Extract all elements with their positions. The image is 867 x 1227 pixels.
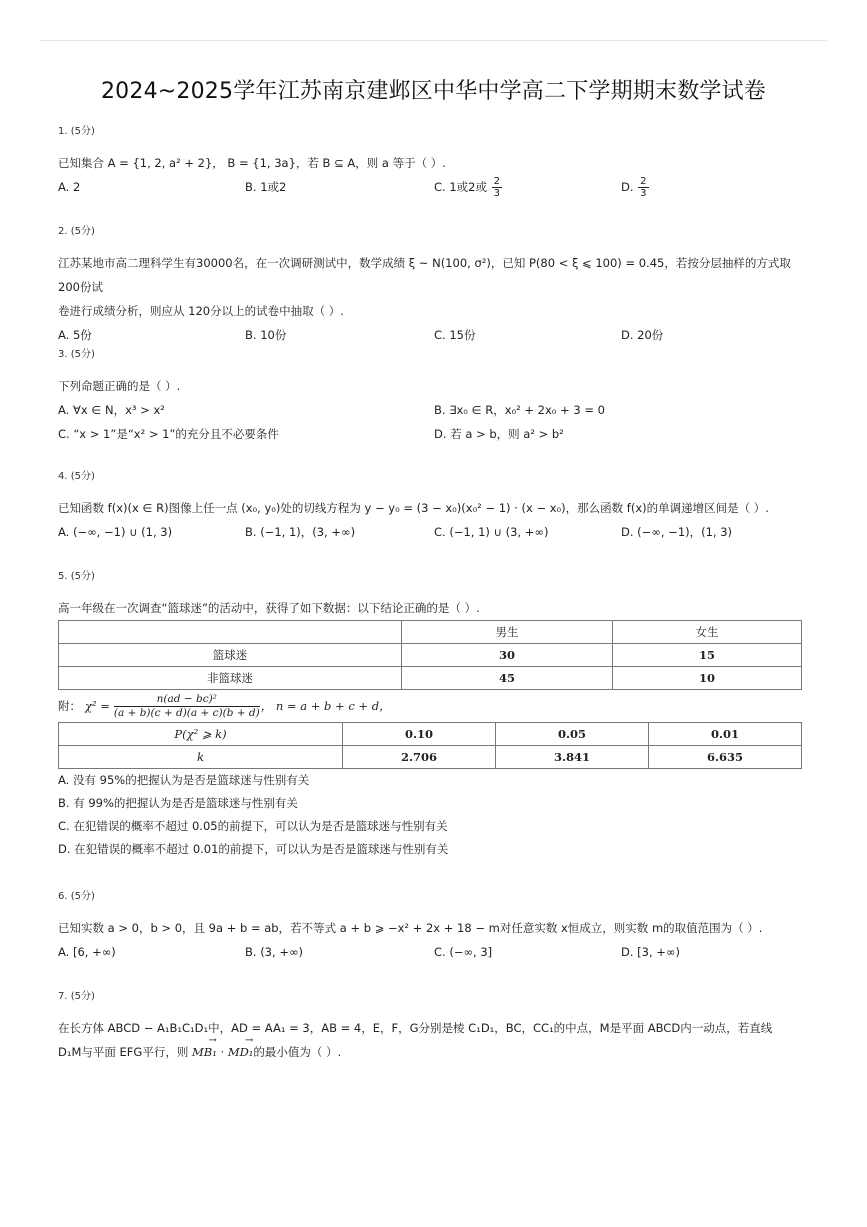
- option-a[interactable]: A. [6, +∞): [58, 945, 116, 959]
- table-cell: 30: [402, 644, 613, 667]
- fraction-denominator: 3: [640, 188, 647, 199]
- stem-text: D₁M与平面 EFG平行，则: [58, 1045, 192, 1059]
- question-6: [58, 887, 806, 964]
- options-row-2: [58, 422, 806, 446]
- fraction-denominator: 3: [493, 188, 501, 199]
- table-cell: [59, 621, 402, 644]
- table-cell: 男生: [402, 621, 613, 644]
- question-1: [58, 122, 806, 199]
- option-c-text: C. 1或2或: [434, 180, 491, 194]
- option-b[interactable]: B. ∃x₀ ∈ R，x₀² + 2x₀ + 3 = 0: [434, 403, 605, 417]
- question-number: 1. (5分): [58, 126, 95, 137]
- chi-square-formula: [58, 690, 806, 722]
- formula-prefix: 附：: [58, 699, 81, 713]
- option-d[interactable]: D. 在犯错误的概率不超过 0.01的前提下，可以认为是否是篮球迷与性别有关: [58, 842, 449, 856]
- question-5: [58, 567, 806, 861]
- table-cell: P(χ² ⩾ k): [59, 723, 343, 746]
- option-a[interactable]: A. ∀x ∈ N，x³ > x²: [58, 403, 165, 417]
- table-cell: 6.635: [649, 746, 802, 769]
- critical-value-table: [58, 722, 802, 769]
- option-b[interactable]: B. 有 99%的把握认为是否是篮球迷与性别有关: [58, 796, 298, 810]
- table-cell: 非篮球迷: [59, 667, 402, 690]
- question-stem: 已知集合 A = {1, 2, a² + 2}， B = {1, 3a}，若 B ⊆ A，则 a 等于（ ）.: [58, 156, 446, 170]
- options: [58, 175, 806, 199]
- vector-mb1: → MB₁: [192, 1040, 217, 1064]
- question-stem: [58, 1016, 806, 1064]
- vector-md1: → MD₁: [228, 1040, 254, 1064]
- option-d[interactable]: [621, 175, 650, 199]
- question-number: 4. (5分): [58, 471, 95, 482]
- formula-lhs: χ² =: [85, 699, 110, 713]
- question-number: 5. (5分): [58, 571, 95, 582]
- fraction-numerator: 2: [493, 176, 501, 187]
- table-row: [59, 667, 802, 690]
- question-4: [58, 467, 806, 544]
- options-row-1: [58, 398, 806, 422]
- dot-operator: ·: [216, 1045, 228, 1059]
- question-7: [58, 987, 806, 1064]
- fraction: [638, 176, 648, 199]
- question-stem: 已知实数 a > 0，b > 0，且 9a + b = ab，若不等式 a + b ⩾ −x² + 2x + 18 − m对任意实数 x恒成立，则实数 m的取值范围为（ ）.: [58, 921, 763, 935]
- table-row: [59, 644, 802, 667]
- option-a[interactable]: A. 5份: [58, 328, 92, 342]
- question-number: 6. (5分): [58, 891, 95, 902]
- option-d[interactable]: D. [3, +∞): [621, 945, 680, 959]
- option-c[interactable]: [434, 175, 503, 199]
- top-divider: [40, 40, 827, 41]
- question-stem: 下列命题正确的是（ ）.: [58, 379, 181, 393]
- question-2: [58, 222, 806, 347]
- question-number: 3. (5分): [58, 349, 95, 360]
- page-title: 2024~2025学年江苏南京建邺区中华中学高二下学期期末数学试卷: [100, 79, 766, 104]
- table-header-row: [59, 621, 802, 644]
- formula-tail: ， n = a + b + c + d，: [260, 699, 391, 713]
- option-b[interactable]: B. (−1, 1)，(3, +∞): [245, 525, 356, 539]
- formula-denominator: (a + b)(c + d)(a + c)(b + d): [113, 706, 260, 719]
- option-c[interactable]: C. (−1, 1) ∪ (3, +∞): [434, 525, 549, 539]
- table-cell: 3.841: [496, 746, 649, 769]
- table-cell: 45: [402, 667, 613, 690]
- stem-text: 的最小值为（ ）.: [253, 1045, 342, 1059]
- question-3: [58, 345, 806, 446]
- table-row: [59, 746, 802, 769]
- option-b[interactable]: B. (3, +∞): [245, 945, 304, 959]
- stem-line-2: 卷进行成绩分析，则应从 120分以上的试卷中抽取（ ）.: [58, 304, 344, 318]
- option-c[interactable]: C. 在犯错误的概率不超过 0.05的前提下，可以认为是否是篮球迷与性别有关: [58, 819, 448, 833]
- question-stem: 高一年级在一次调查“篮球迷”的活动中，获得了如下数据：以下结论正确的是（ ）.: [58, 601, 480, 615]
- table-cell: 15: [613, 644, 802, 667]
- table-row: [59, 723, 802, 746]
- options: [58, 769, 806, 861]
- question-stem: [58, 251, 806, 323]
- table-cell: k: [59, 746, 343, 769]
- option-a[interactable]: A. 没有 95%的把握认为是否是篮球迷与性别有关: [58, 773, 310, 787]
- table-cell: 篮球迷: [59, 644, 402, 667]
- question-number: 7. (5分): [58, 991, 95, 1002]
- table-cell: 0.10: [343, 723, 496, 746]
- option-d[interactable]: D. 若 a > b，则 a² > b²: [434, 427, 564, 441]
- table-cell: 0.05: [496, 723, 649, 746]
- option-b[interactable]: B. 1或2: [245, 180, 287, 194]
- stem-line-1: 江苏某地市高二理科学生有30000名，在一次调研测试中，数学成绩 ξ ~ N(100, σ²)，已知 P(80 < ξ ⩽ 100) = 0.45，若按分层抽样的方式取200份试: [58, 256, 791, 294]
- options: [58, 940, 806, 964]
- option-c[interactable]: C. 15份: [434, 328, 476, 342]
- option-d[interactable]: D. (−∞, −1)，(1, 3): [621, 525, 733, 539]
- option-c[interactable]: C. “x > 1”是“x² > 1”的充分且不必要条件: [58, 427, 279, 441]
- option-d-text: D.: [621, 180, 638, 194]
- table-cell: 女生: [613, 621, 802, 644]
- option-a[interactable]: A. (−∞, −1) ∪ (1, 3): [58, 525, 173, 539]
- formula-fraction: [114, 693, 260, 720]
- table-cell: 0.01: [649, 723, 802, 746]
- options: [58, 520, 806, 544]
- table-cell: 2.706: [343, 746, 496, 769]
- table-cell: 10: [613, 667, 802, 690]
- stem-line-2: [58, 1040, 806, 1064]
- fraction: [492, 176, 502, 199]
- stem-line-1: 在长方体 ABCD − A₁B₁C₁D₁中，AD = AA₁ = 3，AB = 4，E，F，G分别是棱 C₁D₁，BC，CC₁的中点，M是平面 ABCD内一动点，若直线: [58, 1021, 773, 1035]
- question-number: 2. (5分): [58, 226, 95, 237]
- question-stem: 已知函数 f(x)(x ∈ R)图像上任一点 (x₀, y₀)处的切线方程为 y − y₀ = (3 − x₀)(x₀² − 1) · (x − x₀)，那么函数 f(x)的单调递增区间是（ ）.: [58, 501, 769, 515]
- option-b[interactable]: B. 10份: [245, 328, 287, 342]
- option-d[interactable]: D. 20份: [621, 328, 664, 342]
- options: [58, 323, 806, 347]
- option-c[interactable]: C. (−∞, 3]: [434, 945, 493, 959]
- formula-numerator: n(ad − bc)²: [114, 693, 260, 707]
- option-a[interactable]: A. 2: [58, 180, 81, 194]
- survey-table: [58, 620, 802, 690]
- fraction-numerator: 2: [640, 176, 647, 187]
